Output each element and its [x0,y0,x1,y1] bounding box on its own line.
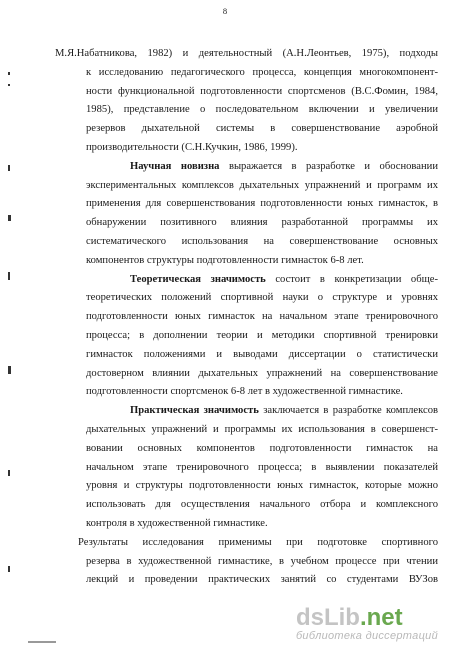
text-line [86,289,438,308]
text-line [86,515,438,534]
scan-mark [8,165,10,171]
body-text [55,45,439,590]
scan-mark [8,215,11,221]
text-line [86,459,438,478]
line-text: ности функциональной подготовленности спортсменов (В.С.Фомин, 1984, [86,85,438,97]
line-text: применения для совершенствования подготовленности юных гимнасток, в [86,198,438,210]
text-line-heading [86,158,438,177]
line-text: к исследованию педагогического процесса, концепция многокомпонент- [86,66,438,78]
text-line [86,477,438,496]
text-line [86,177,438,196]
text-line [55,45,438,64]
scan-mark [8,272,10,280]
line-text: дыхательных упражнений и программы их использования в совершенст- [86,423,438,435]
scan-mark [8,84,10,86]
text-line [86,496,438,515]
line-text: систематического использования на совершенствование основных [86,235,438,247]
text-line [86,214,438,233]
text-line [86,571,438,590]
watermark-logo [296,606,438,630]
line-text: контроля в художественной гимнастике. [86,517,268,529]
text-line [86,83,438,102]
scan-mark [8,366,11,374]
text-line [78,534,438,553]
scan-mark [8,72,10,75]
section-heading: Научная новизна [130,160,220,172]
line-text: заключается в разработке комплексов [263,405,438,417]
text-line [86,252,438,271]
text-line [86,233,438,252]
text-line [86,64,438,83]
line-text: 1985), представление о последовательном включении и увеличении [86,104,438,116]
line-text: подготовленности юных гимнасток на начальном этапе тренировочного [86,311,438,323]
line-text: производительности (С.Н.Кучкин, 1986, 1999). [86,141,298,153]
section-heading: Теоретическая значимость [130,273,266,285]
line-text: процесса; в дополнении теории и методики спортивной тренировки [86,329,438,341]
text-line [86,346,438,365]
text-line [86,421,438,440]
line-text: начальном этапе тренировочного процесса; в выявлении показателей [86,461,438,473]
text-line [86,195,438,214]
section-heading: Практическая значимость [130,405,259,417]
line-text: уровня и структуры подготовленности юных гимнасток, которые можно [86,480,438,492]
line-text: Результаты исследования применимы при подготовке спортивного [78,536,438,548]
scan-edge-mark [28,641,56,643]
text-line [86,327,438,346]
page-number: 8 [222,6,228,16]
text-line [86,101,438,120]
scan-mark [8,470,10,476]
line-text: достоверном влиянии дыхательных упражнений на совершенствование [86,367,438,379]
line-text: подготовленности спортсменок 6-8 лет в художественной гимнастике. [86,386,403,398]
line-text: гимнасток положениями и выводами диссертации о статистически [86,348,438,360]
line-text: использовать для осуществления начального отбора и комплексного [86,499,438,511]
watermark-logo-main: dsLib [295,604,360,631]
line-text: состоит в конкретизации обще- [275,273,438,285]
scan-mark [8,566,10,572]
watermark-logo-tld: .net [359,604,403,631]
text-line [86,308,438,327]
line-text: М.Я.Набатникова, 1982) и деятельностный (А.Н.Леонтьев, 1975), подходы [55,48,438,59]
line-text: компонентов структуры подготовленности гимнасток 6-8 лет. [86,254,364,266]
line-text: выражается в разработке и обосновании [228,160,439,172]
text-line [86,139,438,158]
text-line [86,365,438,384]
line-text: теоретических положений спортивной науки о структуре и уровнях [86,292,438,304]
line-text: обнаружении позитивного влияния разработанной программы их [86,217,438,229]
line-text: лекций и проведении практических занятий со студентами ВУЗов [86,574,438,586]
watermark [296,606,438,642]
text-line [86,440,438,459]
text-line-heading [86,402,438,421]
text-line [86,553,438,572]
line-text: вовании основных компонентов подготовленности гимнасток на [86,442,438,454]
line-text: экспериментальных комплексов дыхательных упражнений и программ их [86,179,438,191]
line-text: резервов дыхательной системы в совершенствование аэробной [86,123,438,135]
text-line-heading [86,271,438,290]
line-text: резерва в художественной гимнастике, в учебном процессе при чтении [86,555,438,567]
watermark-subtitle: библиотека диссертаций [295,630,438,642]
text-line [86,383,438,402]
text-line [86,120,438,139]
